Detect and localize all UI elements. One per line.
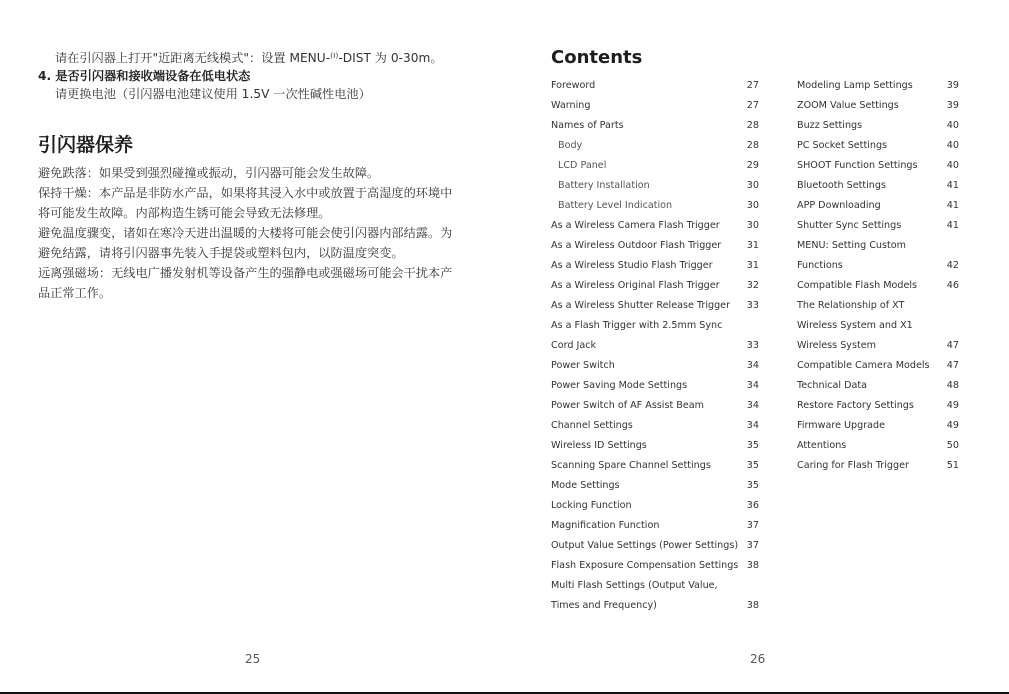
toc-entry-page: 30 — [746, 200, 759, 211]
toc-entry-page: 31 — [746, 260, 759, 271]
toc-entry — [551, 116, 759, 136]
toc-entry-label: PC Socket Settings — [797, 140, 888, 151]
toc-entry-page: 34 — [746, 380, 759, 391]
toc-entry-label: As a Wireless Outdoor Flash Trigger — [551, 240, 722, 251]
toc-entry-page: 35 — [746, 440, 759, 451]
toc-entry-label: Technical Data — [797, 380, 868, 391]
toc-entry — [797, 116, 959, 136]
toc-entry-page: 28 — [746, 140, 759, 151]
toc-entry — [551, 556, 759, 576]
toc-entry — [551, 496, 759, 516]
toc-column-1 — [551, 76, 759, 616]
toc-entry-label: Modeling Lamp Settings — [797, 80, 913, 91]
toc-entry-page: 37 — [746, 520, 759, 531]
page-number-right: 26 — [750, 652, 766, 666]
care-line: 品正常工作。 — [38, 286, 112, 300]
toc-entry-page: 47 — [946, 340, 959, 351]
toc-entry — [797, 96, 959, 116]
toc-entry — [551, 336, 759, 356]
toc-entry-page: 34 — [746, 400, 759, 411]
toc-entry-label: SHOOT Function Settings — [797, 160, 918, 171]
toc-entry — [797, 156, 959, 176]
toc-entry — [551, 516, 759, 536]
care-line: 避免结露，请将引闪器事先装入手提袋或塑料包内，以防温度突变。 — [38, 246, 404, 260]
toc-entry-page: 34 — [746, 360, 759, 371]
toc-entry-label: Battery Level Indication — [558, 200, 673, 211]
toc-entry-label: Locking Function — [551, 500, 632, 511]
toc-entry-page: 49 — [946, 420, 959, 431]
toc-entry — [797, 456, 959, 476]
toc-entry-label: MENU: Setting Custom — [797, 240, 906, 251]
toc-entry — [551, 316, 759, 336]
toc-entry-page: 41 — [946, 200, 959, 211]
toc-entry — [551, 436, 759, 456]
toc-entry — [551, 176, 759, 196]
toc-entry — [551, 256, 759, 276]
toc-entry-page: 35 — [746, 460, 759, 471]
toc-entry — [797, 376, 959, 396]
toc-entry-label: Mode Settings — [551, 480, 620, 491]
care-section-body — [38, 163, 468, 303]
close-range-mode-instruction: 请在引闪器上打开"近距离无线模式"：设置 MENU-⁽ᴵ⁾-DIST 为 0-30m。 — [55, 51, 443, 65]
toc-entry-label: Multi Flash Settings (Output Value, — [551, 580, 718, 591]
toc-entry-label: Battery Installation — [558, 180, 650, 191]
toc-entry — [551, 96, 759, 116]
right-page — [504, 0, 1009, 694]
toc-entry — [797, 416, 959, 436]
toc-entry — [797, 356, 959, 376]
toc-entry-page: 34 — [746, 420, 759, 431]
toc-entry-label: Scanning Spare Channel Settings — [551, 460, 711, 471]
battery-replacement-instruction: 请更换电池（引闪器电池建议使用 1.5V 一次性碱性电池） — [55, 87, 371, 101]
toc-column-2 — [797, 76, 959, 476]
toc-entry — [551, 416, 759, 436]
toc-entry-label: LCD Panel — [558, 160, 607, 171]
toc-entry — [797, 236, 959, 256]
toc-entry-page: 37 — [746, 540, 759, 551]
toc-entry — [551, 136, 759, 156]
toc-entry — [551, 476, 759, 496]
toc-entry — [797, 296, 959, 316]
toc-entry-page: 51 — [946, 460, 959, 471]
toc-entry-label: Foreword — [551, 80, 596, 91]
toc-entry — [551, 296, 759, 316]
toc-entry-page: 40 — [946, 140, 959, 151]
care-line: 避免温度骤变，诸如在寒冷天进出温暖的大楼将可能会使引闪器内部结露。为 — [38, 226, 453, 240]
toc-entry — [797, 436, 959, 456]
toc-entry-label: Flash Exposure Compensation Settings — [551, 560, 739, 571]
toc-entry-page: 33 — [746, 300, 759, 311]
toc-entry — [797, 176, 959, 196]
toc-entry-page: 48 — [946, 380, 959, 391]
toc-entry — [797, 256, 959, 276]
toc-entry-page: 29 — [746, 160, 759, 171]
toc-entry-label: As a Flash Trigger with 2.5mm Sync — [551, 320, 723, 331]
toc-entry-label: APP Downloading — [797, 200, 881, 211]
toc-entry — [551, 376, 759, 396]
toc-entry — [551, 356, 759, 376]
toc-entry — [551, 396, 759, 416]
toc-entry — [551, 576, 759, 596]
toc-entry-label: Bluetooth Settings — [797, 180, 886, 191]
toc-entry-label: Power Switch of AF Assist Beam — [551, 400, 704, 411]
toc-entry-page: 30 — [746, 180, 759, 191]
toc-entry-label: Names of Parts — [551, 120, 624, 131]
toc-entry-page: 41 — [946, 220, 959, 231]
toc-entry-label: Power Switch — [551, 360, 615, 371]
toc-entry-label: Warning — [551, 100, 591, 111]
toc-entry — [551, 216, 759, 236]
toc-entry-label: As a Wireless Original Flash Trigger — [551, 280, 720, 291]
low-battery-heading: 4. 是否引闪器和接收端设备在低电状态 — [38, 69, 251, 83]
toc-entry-page: 28 — [746, 120, 759, 131]
toc-entry-page: 32 — [746, 280, 759, 291]
toc-entry-label: Attentions — [797, 440, 847, 451]
toc-entry-page: 39 — [946, 100, 959, 111]
toc-entry-page: 27 — [746, 80, 759, 91]
care-line: 保持干燥：本产品是非防水产品，如果将其浸入水中或放置于高湿度的环境中 — [38, 186, 453, 200]
care-section-title: 引闪器保养 — [38, 134, 134, 156]
toc-entry — [551, 276, 759, 296]
toc-entry-label: Compatible Flash Models — [797, 280, 918, 291]
toc-entry-page: 42 — [946, 260, 959, 271]
toc-entry-label: As a Wireless Shutter Release Trigger — [551, 300, 731, 311]
toc-entry-label: Channel Settings — [551, 420, 633, 431]
toc-entry — [797, 316, 959, 336]
care-line: 将可能发生故障。内部构造生锈可能会导致无法修理。 — [38, 206, 331, 220]
care-line: 远离强磁场：无线电广播发射机等设备产生的强静电或强磁场可能会干扰本产 — [38, 266, 453, 280]
toc-entry-page: 50 — [946, 440, 959, 451]
toc-entry-label: As a Wireless Studio Flash Trigger — [551, 260, 713, 271]
toc-entry-page: 31 — [746, 240, 759, 251]
toc-entry-label: Firmware Upgrade — [797, 420, 886, 431]
toc-entry-page: 49 — [946, 400, 959, 411]
toc-entry-label: Times and Frequency) — [551, 600, 657, 611]
toc-entry-page: 27 — [746, 100, 759, 111]
toc-entry — [551, 536, 759, 556]
toc-entry — [797, 276, 959, 296]
toc-entry-page: 39 — [946, 80, 959, 91]
toc-entry-page: 35 — [746, 480, 759, 491]
toc-entry-label: Functions — [797, 260, 843, 271]
toc-entry-page: 38 — [746, 560, 759, 571]
toc-entry-page: 30 — [746, 220, 759, 231]
toc-entry — [797, 136, 959, 156]
page-number-left: 25 — [245, 652, 261, 666]
toc-entry-page: 36 — [746, 500, 759, 511]
toc-entry — [797, 336, 959, 356]
toc-entry-label: Power Saving Mode Settings — [551, 380, 688, 391]
toc-entry-page: 40 — [946, 120, 959, 131]
toc-entry-label: Compatible Camera Models — [797, 360, 930, 371]
toc-entry-label: Output Value Settings (Power Settings) — [551, 540, 739, 551]
toc-entry — [797, 396, 959, 416]
care-line: 避免跌落：如果受到强烈碰撞或振动，引闪器可能会发生故障。 — [38, 166, 380, 180]
toc-entry-label: Wireless System and X1 — [797, 320, 913, 331]
toc-entry-label: Wireless System — [797, 340, 876, 351]
toc-entry — [551, 456, 759, 476]
toc-entry-label: ZOOM Value Settings — [797, 100, 899, 111]
toc-entry — [797, 76, 959, 96]
toc-entry-page: 46 — [946, 280, 959, 291]
toc-entry-page: 47 — [946, 360, 959, 371]
toc-entry-page: 40 — [946, 160, 959, 171]
toc-entry-page: 33 — [746, 340, 759, 351]
toc-entry — [551, 596, 759, 616]
toc-entry-label: Caring for Flash Trigger — [797, 460, 909, 471]
toc-entry — [551, 196, 759, 216]
toc-entry-label: The Relationship of XT — [797, 300, 905, 311]
toc-entry-label: Cord Jack — [551, 340, 597, 351]
toc-entry-label: Body — [558, 140, 583, 151]
contents-title: Contents — [551, 47, 643, 68]
toc-entry-label: Restore Factory Settings — [797, 400, 914, 411]
toc-entry — [551, 236, 759, 256]
toc-entry — [551, 76, 759, 96]
toc-entry — [797, 216, 959, 236]
left-page — [0, 0, 504, 694]
toc-entry-label: Buzz Settings — [797, 120, 863, 131]
toc-entry-label: Wireless ID Settings — [551, 440, 647, 451]
toc-entry-page: 38 — [746, 600, 759, 611]
toc-entry-label: Shutter Sync Settings — [797, 220, 902, 231]
toc-entry-page: 41 — [946, 180, 959, 191]
toc-entry-label: Magnification Function — [551, 520, 660, 531]
toc-entry-label: As a Wireless Camera Flash Trigger — [551, 220, 720, 231]
toc-entry — [551, 156, 759, 176]
toc-entry — [797, 196, 959, 216]
